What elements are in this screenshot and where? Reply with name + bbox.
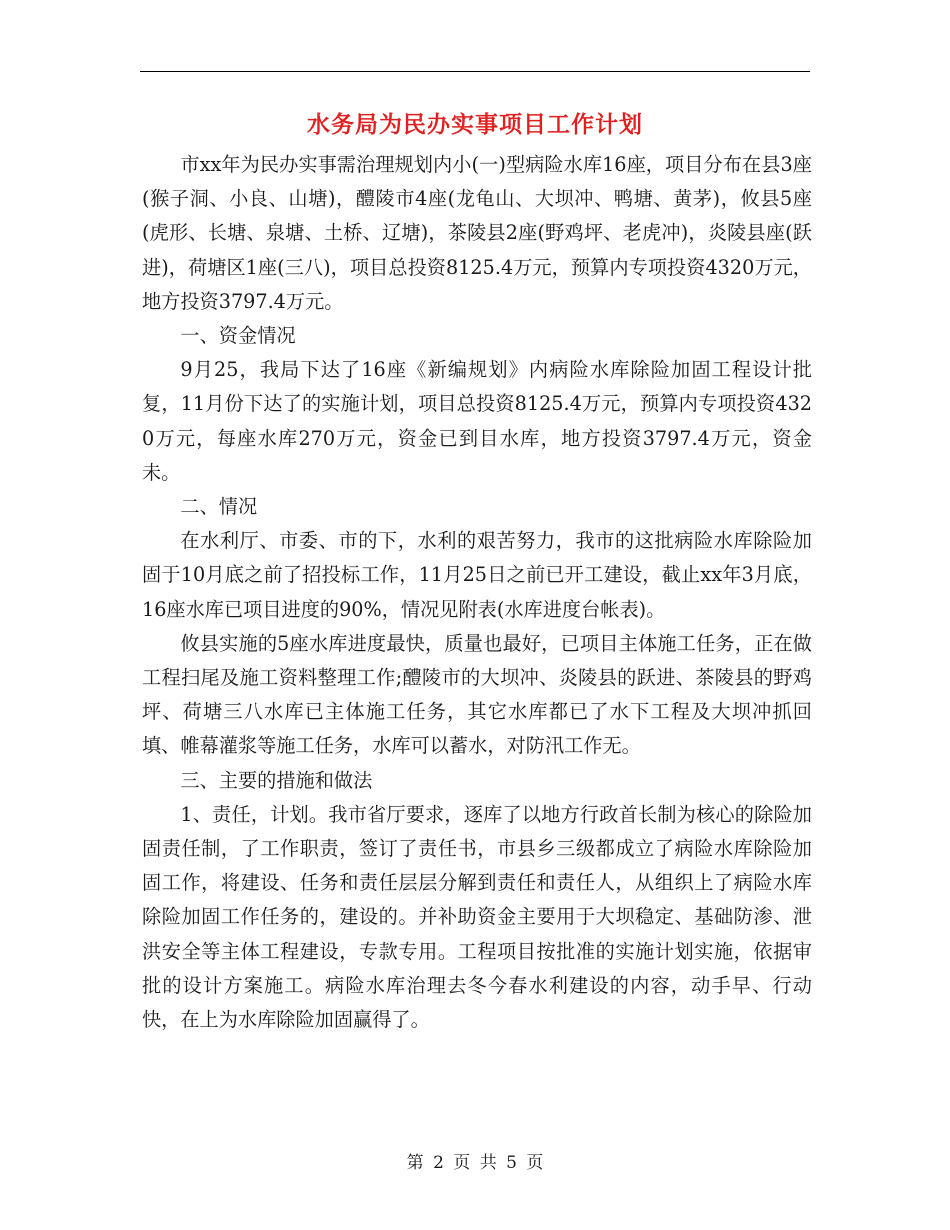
page-number-footer: 第 2 页 共 5 页 xyxy=(406,1153,544,1173)
funds-paragraph: 9月25，我局下达了16座《新编规划》内病险水库除险加固工程设计批复，11月份下达了的实施计划，项目总投资8125.4万元，预算内专项投资4320万元，每座水库270万元，资金已到目水库，地方投资3797.4万元，资金未。 xyxy=(142,358,812,484)
status-paragraph: 在水利厅、市委、市的下，水利的艰苦努力，我市的这批病险水库除险加固于10月底之前了招投标工作，11月25日之前已开工建设，截止xx年3月底，16座水库已项目进度的90%，情况见附表(水库进度台帐表)。 xyxy=(142,529,812,621)
section-heading-funds: 一、资金情况 xyxy=(180,324,296,348)
section-heading-status: 二、情况 xyxy=(180,495,258,519)
document-title: 水务局为民办实事项目工作计划 xyxy=(307,112,643,138)
measures-paragraph: 1、责任，计划。我市省厅要求，逐库了以地方行政首长制为核心的除险加固责任制，了工作职责，签订了责任书，市县乡三级都成立了病险水库除险加固工作，将建设、任务和责任层层分解到责任和责任人，从组织上了病险水库除险加固工作任务的，建设的。并补助资金主要用于大坝稳定、基础防渗、泄洪安全等主体工程建设，专款专用。工程项目按批准的实施计划实施，依据审批的设计方案施工。病险水库治理去冬今春水利建设的内容，动手早、行动快，在上为水库除险加固赢得了。 xyxy=(142,802,812,1032)
intro-paragraph: 市xx年为民办实事需治理规划内小(一)型病险水库16座，项目分布在县3座(猴子洞、小良、山塘)，醴陵市4座(龙龟山、大坝冲、鸭塘、黄茅)，攸县5座(虎形、长塘、泉塘、土桥、辽塘)，茶陵县2座(野鸡坪、老虎冲)，炎陵县座(跃进)，荷塘区1座(三八)，项目总投资8125.4万元，预算内专项投资4320万元，地方投资3797.4万元。 xyxy=(142,153,812,313)
document-body xyxy=(142,148,812,1037)
progress-paragraph: 攸县实施的5座水库进度最快，质量也最好，已项目主体施工任务，正在做工程扫尾及施工资料整理工作;醴陵市的大坝冲、炎陵县的跃进、茶陵县的野鸡坪、荷塘三八水库已主体施工任务，其它水库都已了水下工程及大坝冲抓回填、帷幕灌浆等施工任务，水库可以蓄水，对防汛工作无。 xyxy=(142,631,812,758)
section-heading-measures: 三、主要的措施和做法 xyxy=(180,768,373,792)
header-rule xyxy=(140,71,810,72)
